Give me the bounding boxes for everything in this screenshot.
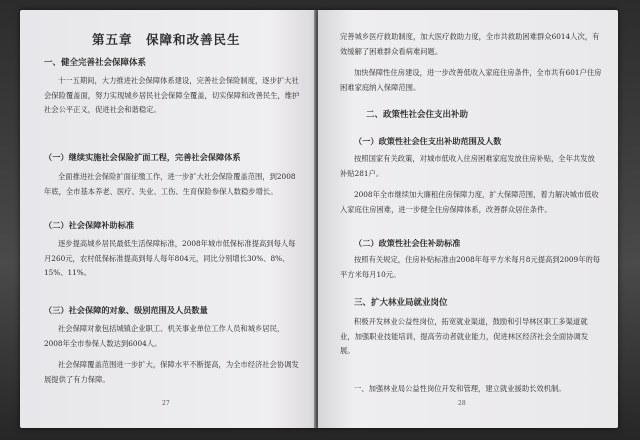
right-para-2: 加快保障性住房建设，进一步改善低收入家庭住房条件，全市共有601户住房困难家庭纳入保障范围。 [340, 68, 602, 92]
left-para-3: 逐步提高城乡居民最低生活保障标准，2008年城市低保标准提高到每人每月260元，农村低保标准提高到每人每年804元，同比分别增长30%、8%、15%、11%。 [44, 239, 296, 277]
right-section3-heading: 三、扩大林业局就业岗位 [354, 298, 448, 308]
left-subsection-3: （三）社会保障的对象、级别范围及人员数量 [44, 305, 208, 315]
right-para-3: 按照国家有关政策，对城市低收入住房困难家庭发放住房补贴，全年共发放补贴281户。 [340, 154, 595, 178]
left-page [20, 10, 316, 428]
right-para-5: 按照有关规定，住房补贴标准由2008年每平方米每月8元提高到2009年的每平方米每月10元。 [340, 255, 601, 279]
left-subsection-1: （一）继续实施社会保险扩面工程，完善社会保障体系 [44, 152, 241, 162]
left-para-1: 十一五期间，大力推进社会保障体系建设，完善社会保险制度，逐步扩大社会保险覆盖面，努力实现城乡居民社会保障全覆盖，切实保障和改善民生，维护社会公平正义，促进社会和谐稳定。 [44, 76, 300, 114]
right-para-1: 完善城乡医疗救助制度，加大医疗救助力度，全市共救助困难群众6014人次，有效缓解了困难群众看病难问题。 [340, 32, 600, 56]
chapter-title: 第五章 保障和改善民生 [92, 32, 241, 47]
right-subsection-1: （一）政策性社会住支出补助范围及人数 [354, 136, 502, 146]
right-section2-heading: 二、政策性社会住支出补助 [366, 110, 469, 120]
right-para-7: 一、加强林业局公益性岗位开发和管理，建立就业援助长效机制。 [354, 384, 566, 393]
left-para-4: 社会保障对象包括城镇企业职工、机关事业单位工作人员和城乡居民，2008年全市参保人数达到6004人。 [44, 324, 285, 348]
left-para-2: 全面推进社会保险扩面征缴工作，进一步扩大社会保险覆盖范围，到2008年底，全市基本养老、医疗、失业、工伤、生育保险参保人数稳步增长。 [44, 172, 296, 196]
left-para-5: 社会保障覆盖范围进一步扩大，保障水平不断提高，为全市经济社会协调发展提供了有力保障。 [44, 360, 299, 384]
right-para-6: 积极开发林业公益性岗位，拓宽就业渠道，鼓励和引导林区职工多渠道就业，加强职业技能培训，提高劳动者就业能力，促进林区经济社会全面协调发展。 [340, 317, 589, 355]
right-page-number: 28 [458, 400, 466, 407]
left-page-number: 27 [162, 400, 170, 407]
right-page [318, 10, 618, 428]
right-subsection-2: （二）政策性社会住补助标准 [354, 238, 461, 248]
right-para-4: 2008年全市继续加大廉租住房保障力度，扩大保障范围，着力解决城市低收入家庭住房困难，进一步健全住房保障体系，改善群众居住条件。 [340, 190, 599, 214]
section1-heading: 一、健全完善社会保障体系 [44, 58, 147, 68]
left-subsection-2: （二）社会保障补助标准 [44, 220, 135, 230]
